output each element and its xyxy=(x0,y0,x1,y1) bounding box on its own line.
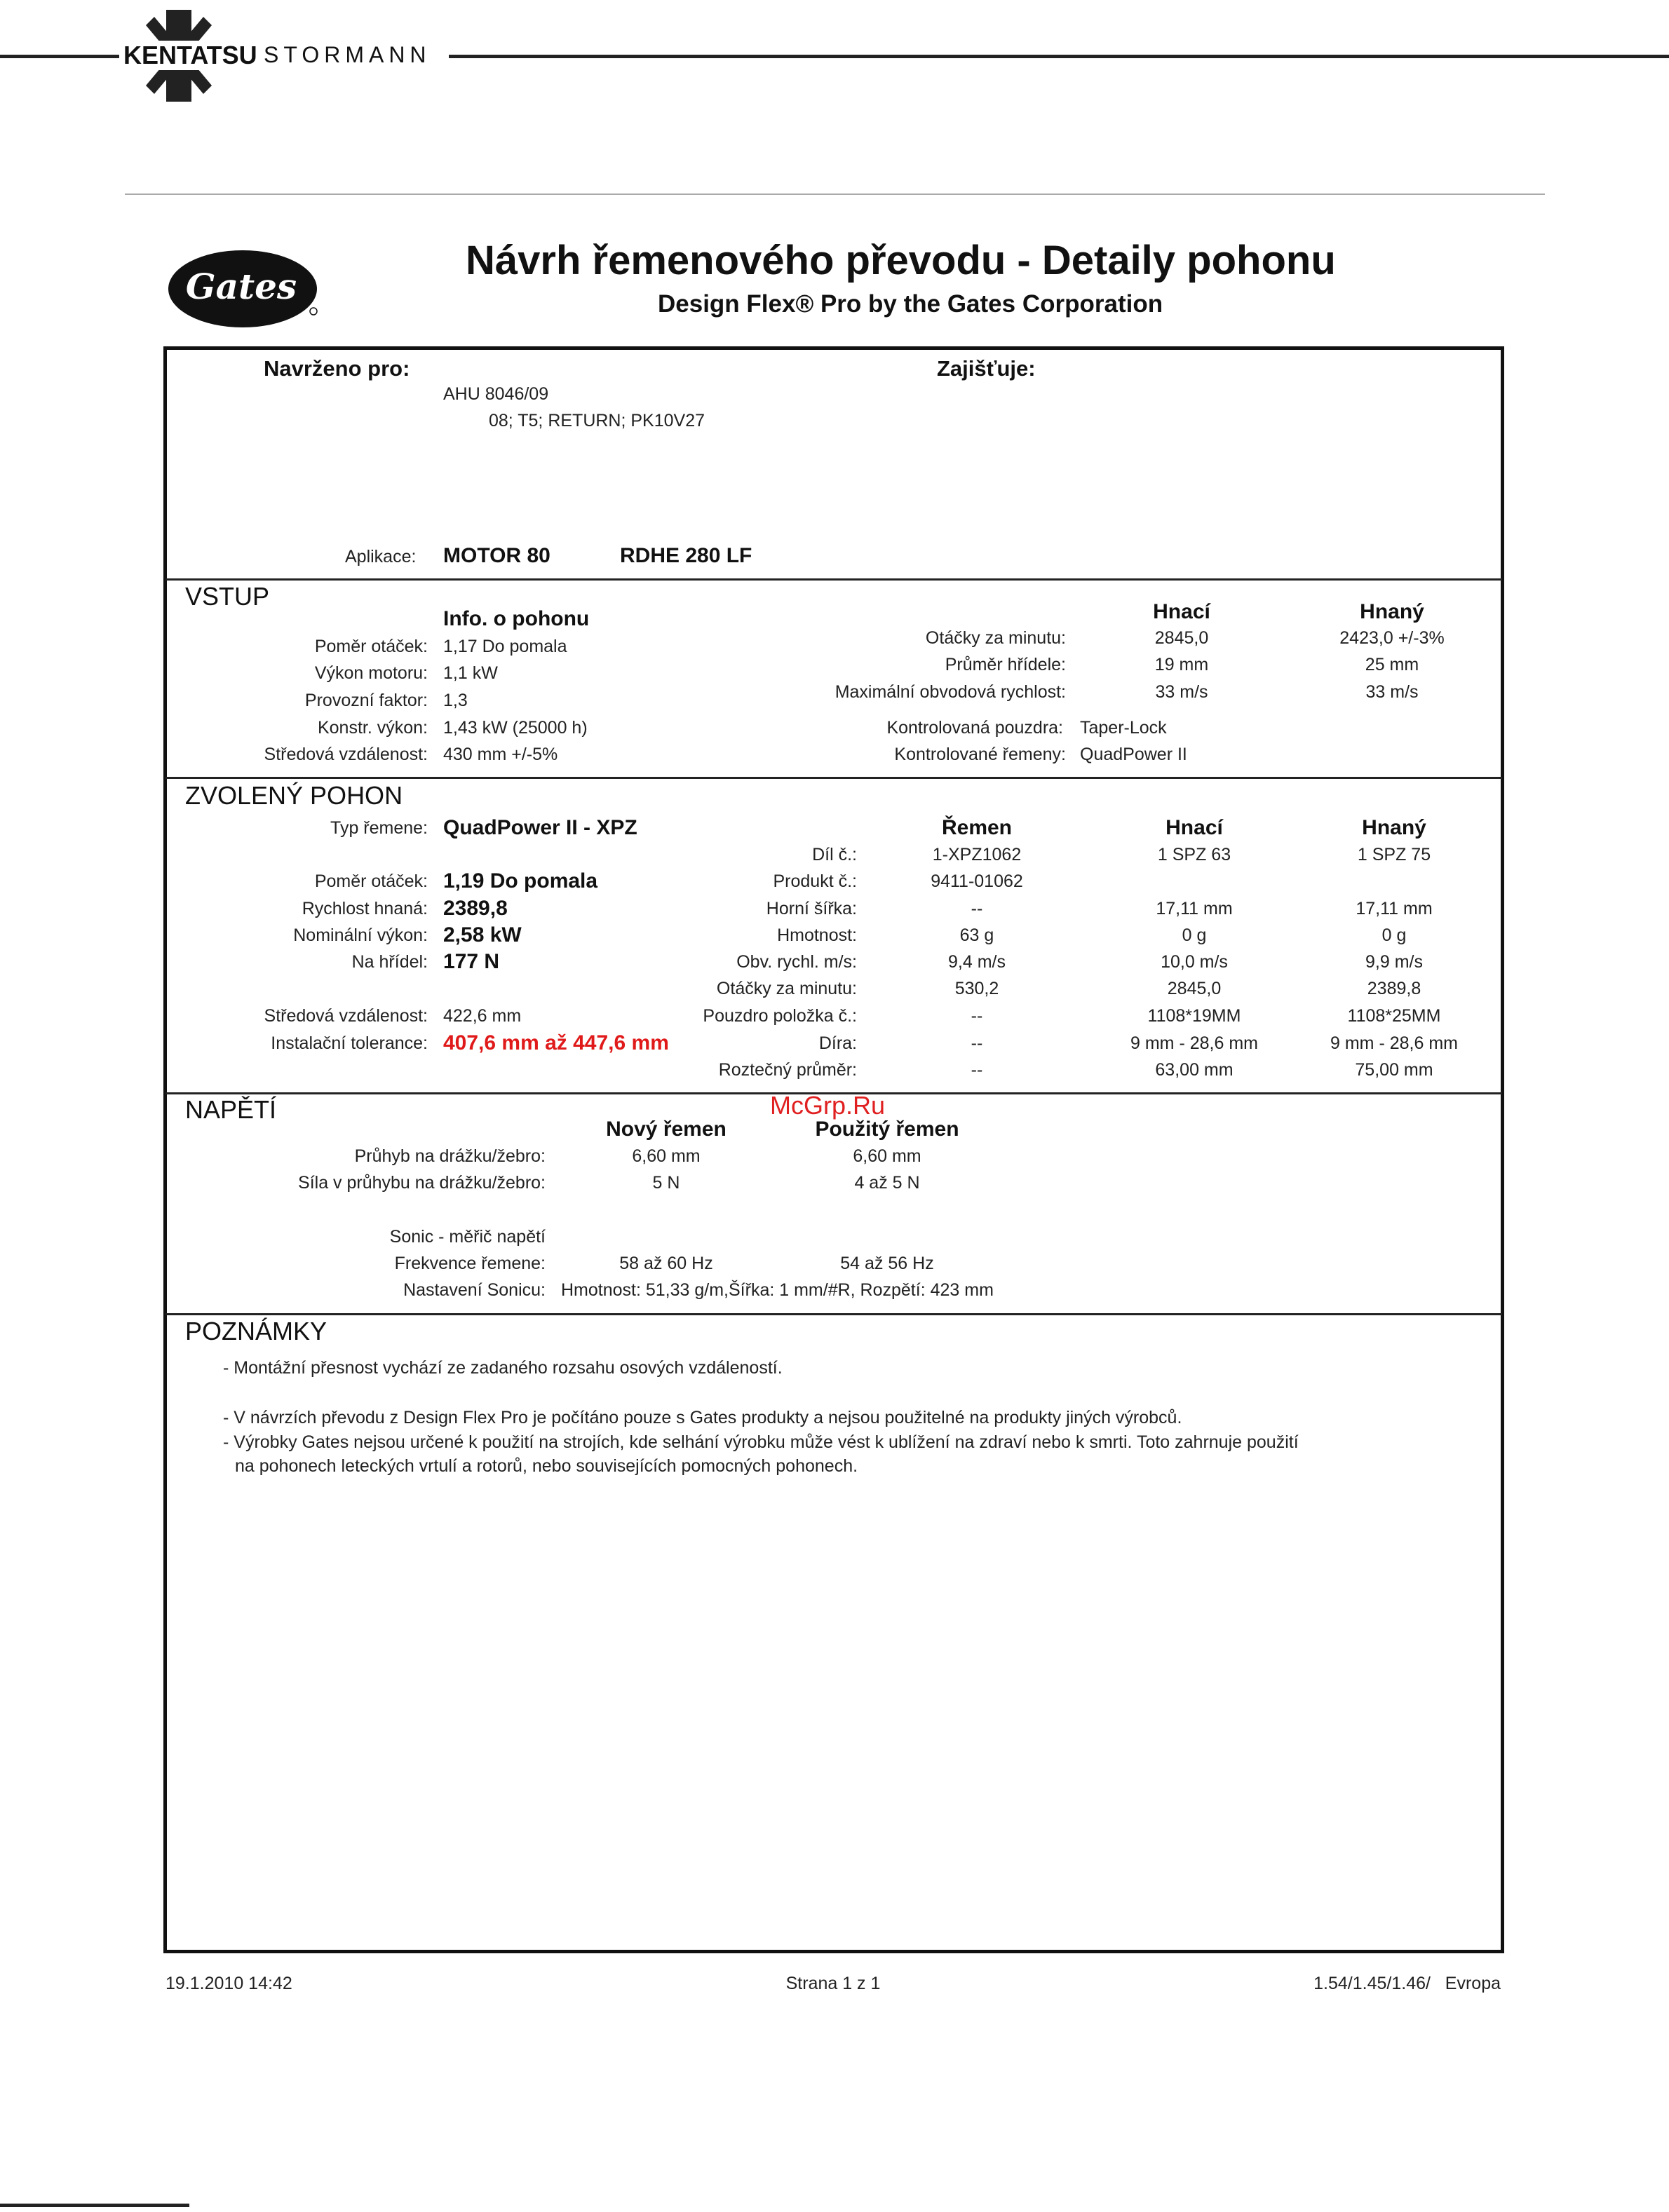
row-used: 6,60 mm xyxy=(853,1146,921,1166)
vstup-info-title: Info. o pohonu xyxy=(443,607,590,630)
row-label: Středová vzdálenost: xyxy=(264,745,428,764)
row-label: Průhyb na drážku/žebro: xyxy=(354,1146,546,1166)
row-label: Rychlost hnaná: xyxy=(302,899,428,918)
table-cell-hnany: 2389,8 xyxy=(1367,979,1421,998)
table-cell-hnany: 75,00 mm xyxy=(1355,1060,1433,1080)
table-cell-hnany: 1 SPZ 75 xyxy=(1357,845,1431,864)
table-cell-hnaci: 17,11 mm xyxy=(1156,899,1233,918)
page-subtitle: Design Flex® Pro by the Gates Corporation xyxy=(658,290,1163,318)
note-1: - Montážní přesnost vychází ze zadaného rozsahu osových vzdáleností. xyxy=(223,1358,783,1378)
bottom-rule xyxy=(0,2204,189,2207)
table-cell-hnany: 9 mm - 28,6 mm xyxy=(1330,1033,1458,1053)
table-cell-hnaci: 63,00 mm xyxy=(1155,1060,1234,1080)
napeti-title: NAPĚTÍ xyxy=(185,1095,277,1124)
row-label: Poměr otáček: xyxy=(314,871,428,891)
row-new: 5 N xyxy=(652,1173,680,1193)
table-cell-remen: -- xyxy=(971,899,983,918)
row-used: 4 až 5 N xyxy=(854,1173,920,1193)
table-row-label: Produkt č.: xyxy=(773,871,857,891)
designed-for-line2: 08; T5; RETURN; PK10V27 xyxy=(489,411,705,430)
table-row-label: Pouzdro položka č.: xyxy=(703,1006,857,1026)
row-label: Nominální výkon: xyxy=(293,925,428,945)
row-label: Výkon motoru: xyxy=(314,663,428,683)
watermark: McGrp.Ru xyxy=(770,1091,886,1120)
row-value: 2389,8 xyxy=(443,897,508,920)
application-value2: RDHE 280 LF xyxy=(620,544,752,567)
row-hnaci: 19 mm xyxy=(1154,655,1209,674)
row-value: 1,43 kW (25000 h) xyxy=(443,718,588,738)
provided-by-label: Zajišťuje: xyxy=(937,356,1036,381)
table-cell-hnany: 0 g xyxy=(1381,925,1407,945)
table-row-label: Obv. rychl. m/s: xyxy=(736,952,857,972)
table-row-label: Otáčky za minutu: xyxy=(716,979,857,998)
row-label: Na hřídel: xyxy=(351,952,428,972)
row-value: Taper-Lock xyxy=(1080,718,1167,738)
pohon-title: ZVOLENÝ POHON xyxy=(185,781,403,810)
table-row-label: Díl č.: xyxy=(812,845,857,864)
row-hnany: 33 m/s xyxy=(1365,682,1419,702)
table-cell-hnaci: 10,0 m/s xyxy=(1161,952,1228,972)
row-value: 177 N xyxy=(443,950,500,973)
row-value: 2,58 kW xyxy=(443,923,522,946)
row-label: Provozní faktor: xyxy=(304,691,428,710)
application-value1: MOTOR 80 xyxy=(443,544,550,567)
brand-name-light: STORMANN xyxy=(261,42,434,68)
row-hnaci: 2845,0 xyxy=(1154,628,1209,648)
table-row-label: Horní šířka: xyxy=(766,899,857,918)
divider-poznamky xyxy=(165,1313,1502,1315)
sonic-label: Sonic - měřič napětí xyxy=(389,1227,546,1247)
row-hnany: 25 mm xyxy=(1365,655,1419,674)
freq-label: Frekvence řemene: xyxy=(394,1254,546,1273)
table-cell-hnaci: 1108*19MM xyxy=(1147,1006,1241,1026)
sonic-setting-label: Nastavení Sonicu: xyxy=(403,1280,546,1300)
row-label: Poměr otáček: xyxy=(314,637,428,656)
divider-pohon xyxy=(165,777,1502,779)
napeti-col-used: Použitý řemen xyxy=(815,1118,959,1141)
tolerance-value: 407,6 mm až 447,6 mm xyxy=(443,1031,669,1054)
brand-name-bold: KENTATSU xyxy=(119,41,262,70)
row-label: Maximální obvodová rychlost: xyxy=(834,682,1066,702)
table-row-label: Hmotnost: xyxy=(777,925,857,945)
tolerance-label: Instalační tolerance: xyxy=(271,1033,428,1053)
svg-text:Gates: Gates xyxy=(185,266,297,307)
freq-new: 58 až 60 Hz xyxy=(619,1254,713,1273)
row-new: 6,60 mm xyxy=(632,1146,701,1166)
table-row-label: Roztečný průměr: xyxy=(718,1060,857,1080)
vstup-title: VSTUP xyxy=(185,582,270,611)
row-value: 1,17 Do pomala xyxy=(443,637,567,656)
pohon-col-hnaci: Hnací xyxy=(1165,816,1223,839)
vstup-col-hnaci: Hnací xyxy=(1153,600,1210,623)
table-cell-remen: -- xyxy=(971,1006,983,1026)
row-label: Síla v průhybu na drážku/žebro: xyxy=(298,1173,546,1193)
table-cell-remen: 530,2 xyxy=(954,979,999,998)
sonic-setting-value: Hmotnost: 51,33 g/m,Šířka: 1 mm/#R, Rozpětí: 423 mm xyxy=(561,1280,994,1300)
table-cell-remen: 63 g xyxy=(959,925,994,945)
table-cell-hnany: 1108*25MM xyxy=(1347,1006,1441,1026)
table-cell-remen: 9411-01062 xyxy=(931,871,1023,891)
row-value: QuadPower II xyxy=(1080,745,1187,764)
note-2: - V návrzích převodu z Design Flex Pro je počítáno pouze s Gates produkty a nejsou použitelné na produkty jiných výrobců. xyxy=(223,1408,1182,1427)
table-cell-hnany: 17,11 mm xyxy=(1356,899,1433,918)
table-cell-hnaci: 9 mm - 28,6 mm xyxy=(1130,1033,1258,1053)
row-label: Průměr hřídele: xyxy=(945,655,1066,674)
footer-page: Strana 1 z 1 xyxy=(785,1974,881,1993)
napeti-col-new: Nový řemen xyxy=(606,1118,727,1141)
designed-for-line1: AHU 8046/09 xyxy=(443,384,549,404)
row-hnaci: 33 m/s xyxy=(1155,682,1208,702)
center-distance-value: 422,6 mm xyxy=(443,1006,522,1026)
row-value: 1,3 xyxy=(443,691,468,710)
table-cell-remen: 9,4 m/s xyxy=(948,952,1006,972)
application-label: Aplikace: xyxy=(345,547,417,566)
pohon-col-hnany: Hnaný xyxy=(1362,816,1426,839)
row-value: 1,1 kW xyxy=(443,663,498,683)
footer-version: 1.54/1.45/1.46/ Evropa xyxy=(1313,1974,1501,1993)
footer-date: 19.1.2010 14:42 xyxy=(165,1974,292,1993)
table-cell-hnaci: 0 g xyxy=(1182,925,1207,945)
pohon-col-remen: Řemen xyxy=(941,816,1013,839)
table-cell-remen: -- xyxy=(971,1033,983,1053)
divider-vstup xyxy=(165,578,1502,581)
freq-used: 54 až 56 Hz xyxy=(840,1254,934,1273)
row-label: Kontrolovaná pouzdra: xyxy=(886,718,1063,738)
table-cell-hnaci: 2845,0 xyxy=(1167,979,1222,998)
designed-for-label: Navrženo pro: xyxy=(264,356,410,381)
table-cell-hnaci: 1 SPZ 63 xyxy=(1157,845,1231,864)
belt-type-value: QuadPower II - XPZ xyxy=(443,816,637,839)
row-hnany: 2423,0 +/-3% xyxy=(1339,628,1445,648)
center-distance-label: Středová vzdálenost: xyxy=(264,1006,428,1026)
row-label: Kontrolované řemeny: xyxy=(894,745,1066,764)
gates-logo-icon xyxy=(167,247,321,330)
note-3a: - Výrobky Gates nejsou určené k použití na strojích, kde selhání výrobku může vést k ublížení na zdraví nebo k smrti. Toto zahrnuje použití xyxy=(223,1432,1299,1452)
table-cell-remen: -- xyxy=(971,1060,983,1080)
table-cell-remen: 1-XPZ1062 xyxy=(932,845,1022,864)
row-label: Otáčky za minutu: xyxy=(925,628,1066,648)
page-title: Návrh řemenového převodu - Detaily pohonu xyxy=(466,238,1336,283)
top-divider xyxy=(125,194,1545,195)
vstup-col-hnany: Hnaný xyxy=(1360,600,1424,623)
note-3b: na pohonech leteckých vrtulí a rotorů, nebo souvisejících pomocných pohonech. xyxy=(235,1456,858,1476)
row-label: Konstr. výkon: xyxy=(317,718,428,738)
table-cell-hnany: 9,9 m/s xyxy=(1365,952,1423,972)
row-value: 430 mm +/-5% xyxy=(443,745,558,764)
table-row-label: Díra: xyxy=(818,1033,857,1053)
poznamky-title: POZNÁMKY xyxy=(185,1317,327,1345)
belt-type-label: Typ řemene: xyxy=(330,818,428,838)
row-value: 1,19 Do pomala xyxy=(443,869,598,893)
